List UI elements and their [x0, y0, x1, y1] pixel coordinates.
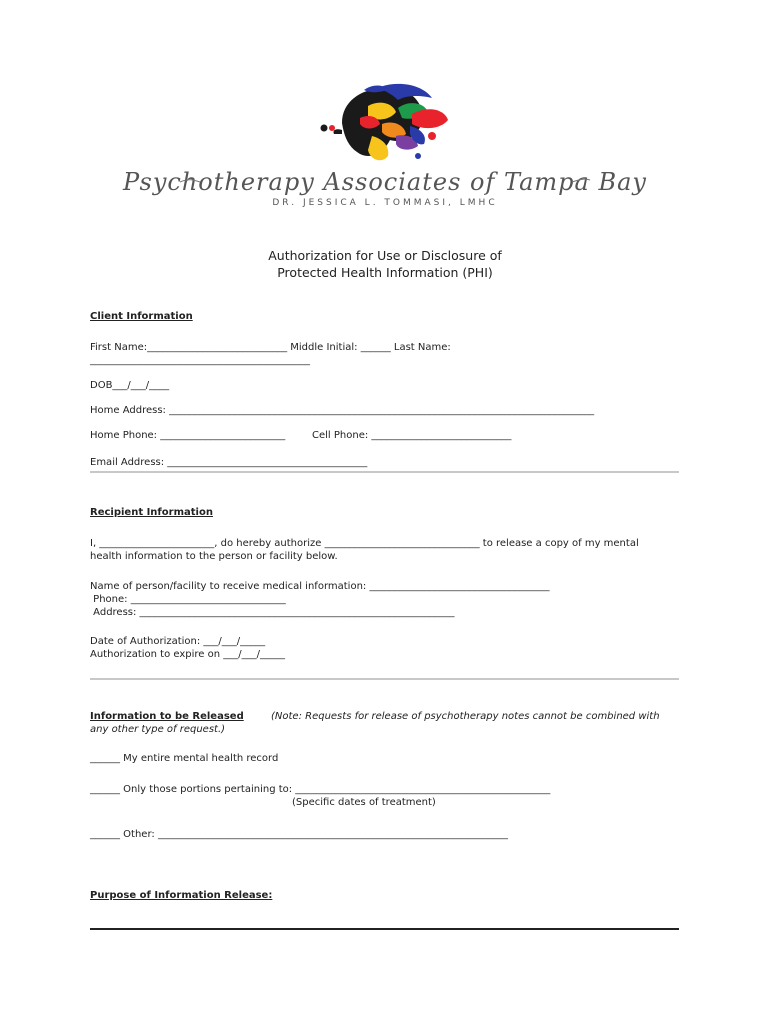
release-note-line2: any other type of request.)	[90, 724, 226, 735]
form-title-line1: Authorization for Use or Disclosure of	[268, 248, 502, 263]
dob-field[interactable]: DOB___/___/____	[90, 380, 170, 391]
recipient-address-field[interactable]: Address: _______________________________________________________________	[90, 607, 455, 618]
authorization-expire-field[interactable]: Authorization to expire on ___/___/_____	[90, 649, 285, 660]
date-of-authorization-field[interactable]: Date of Authorization: ___/___/_____	[90, 636, 266, 647]
purpose-heading: Purpose of Information Release:	[90, 890, 273, 901]
section-divider	[90, 678, 679, 680]
section-divider	[90, 471, 679, 473]
email-address-field[interactable]: Email Address: ________________________________________	[90, 457, 368, 468]
recipient-phone-field[interactable]: Phone: _______________________________	[90, 594, 286, 605]
logo-doctor-name: DR. JESSICA L. TOMMASI, LMHC	[272, 198, 498, 208]
portions-option[interactable]: ______ Only those portions pertaining to: ___________________________________________________	[90, 784, 551, 795]
authorization-statement-field[interactable]: I, _______________________, do hereby authorize _______________________________ to release a copy of my mental	[90, 538, 639, 549]
recipient-information-heading: Recipient Information	[90, 507, 213, 518]
recipient-name-field[interactable]: Name of person/facility to receive medical information: ____________________________________	[90, 581, 550, 592]
purpose-field-line[interactable]	[90, 928, 679, 930]
release-note-line1: (Note: Requests for release of psychotherapy notes cannot be combined with	[271, 711, 660, 722]
form-title-line2: Protected Health Information (PHI)	[277, 265, 493, 280]
cell-phone-field[interactable]: Cell Phone: ____________________________	[312, 430, 512, 441]
information-released-heading: Information to be Released	[90, 711, 244, 722]
entire-record-option[interactable]: ______ My entire mental health record	[90, 753, 279, 764]
client-last-name-field[interactable]: ____________________________________________	[90, 355, 310, 366]
home-address-field[interactable]: Home Address: _____________________________________________________________________________________	[90, 405, 595, 416]
client-information-heading: Client Information	[90, 311, 193, 322]
home-phone-field[interactable]: Home Phone: _________________________	[90, 430, 286, 441]
other-option[interactable]: ______ Other: ______________________________________________________________________	[90, 829, 508, 840]
specific-dates-label: (Specific dates of treatment)	[292, 797, 436, 808]
authorization-statement-cont: health information to the person or facility below.	[90, 551, 338, 562]
client-name-field[interactable]: First Name:____________________________ Middle Initial: ______ Last Name:	[90, 342, 451, 353]
svg-text:Psychotherapy Associates of Ta: Psychotherapy Associates of Tampa Bay	[123, 168, 647, 196]
